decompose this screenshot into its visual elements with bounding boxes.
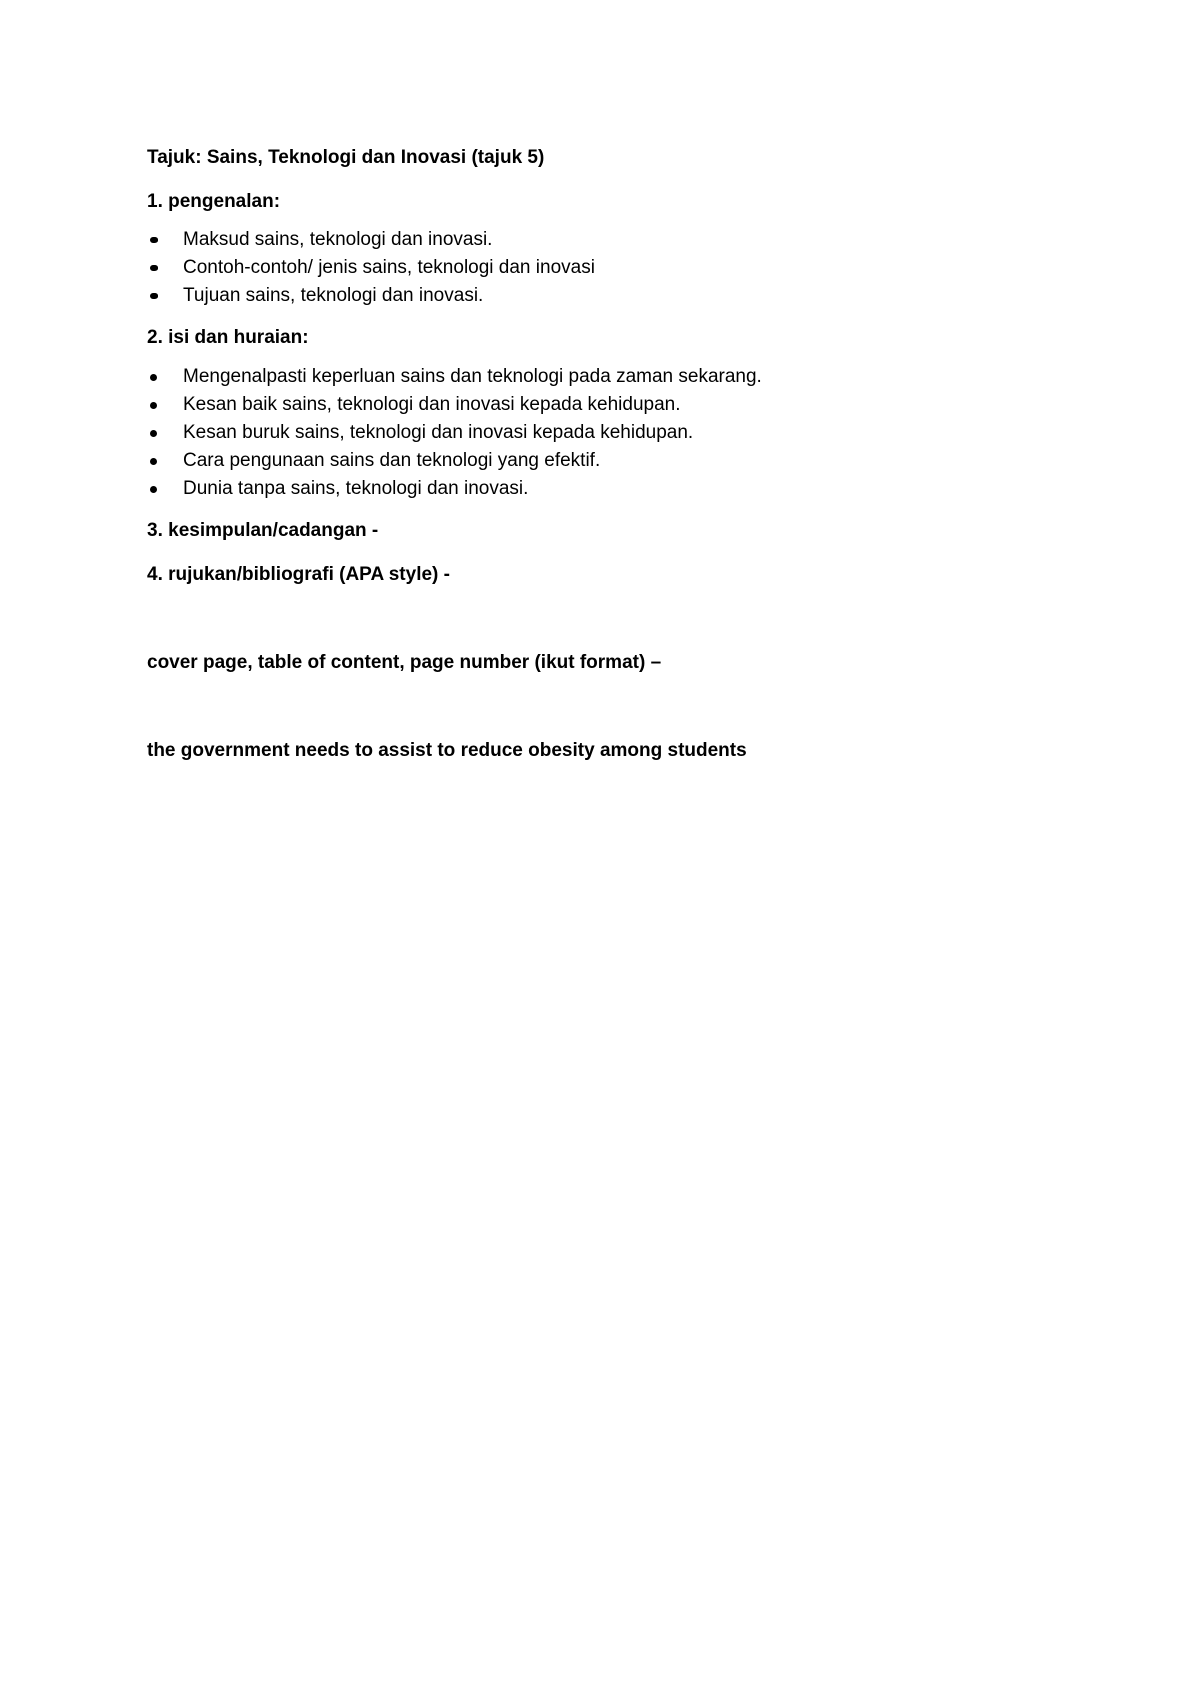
- format-note: cover page, table of content, page number (ikut format) –: [147, 652, 662, 673]
- list-item: [147, 475, 1107, 503]
- list-item: [147, 391, 1107, 419]
- section-heading-kesimpulan: 3. kesimpulan/cadangan -: [147, 520, 379, 541]
- document-body: [147, 146, 1107, 763]
- list-item: [147, 363, 1107, 391]
- bullet-icon: [150, 430, 157, 437]
- bullet-list-pengenalan: [147, 226, 1107, 310]
- list-item-text: Tujuan sains, teknologi dan inovasi.: [183, 285, 484, 306]
- bullet-icon: [150, 458, 157, 465]
- list-item-text: Dunia tanpa sains, teknologi dan inovasi.: [183, 478, 529, 499]
- bullet-icon: [150, 293, 158, 299]
- document-title: Tajuk: Sains, Teknologi dan Inovasi (tajuk 5): [147, 147, 545, 168]
- section-heading-isi-dan-huraian: 2. isi dan huraian:: [147, 327, 309, 348]
- list-item-text: Kesan buruk sains, teknologi dan inovasi kepada kehidupan.: [183, 422, 694, 443]
- bullet-icon: [150, 237, 158, 243]
- list-item: [147, 254, 1107, 282]
- list-item: [147, 282, 1107, 310]
- topic-note: the government needs to assist to reduce obesity among students: [147, 740, 747, 761]
- bullet-list-isi-dan-huraian: [147, 363, 1107, 503]
- list-item: [147, 447, 1107, 475]
- list-item-text: Kesan baik sains, teknologi dan inovasi kepada kehidupan.: [183, 394, 681, 415]
- bullet-icon: [150, 265, 158, 271]
- list-item-text: Mengenalpasti keperluan sains dan teknologi pada zaman sekarang.: [183, 366, 762, 387]
- bullet-icon: [150, 374, 157, 381]
- bullet-icon: [150, 486, 157, 493]
- section-heading-pengenalan: 1. pengenalan:: [147, 191, 281, 212]
- list-item-text: Contoh-contoh/ jenis sains, teknologi dan inovasi: [183, 257, 595, 278]
- bullet-icon: [150, 402, 157, 409]
- list-item-text: Maksud sains, teknologi dan inovasi.: [183, 229, 493, 250]
- section-heading-rujukan: 4. rujukan/bibliografi (APA style) -: [147, 564, 450, 585]
- list-item: [147, 419, 1107, 447]
- list-item-text: Cara pengunaan sains dan teknologi yang efektif.: [183, 450, 601, 471]
- list-item: [147, 226, 1107, 254]
